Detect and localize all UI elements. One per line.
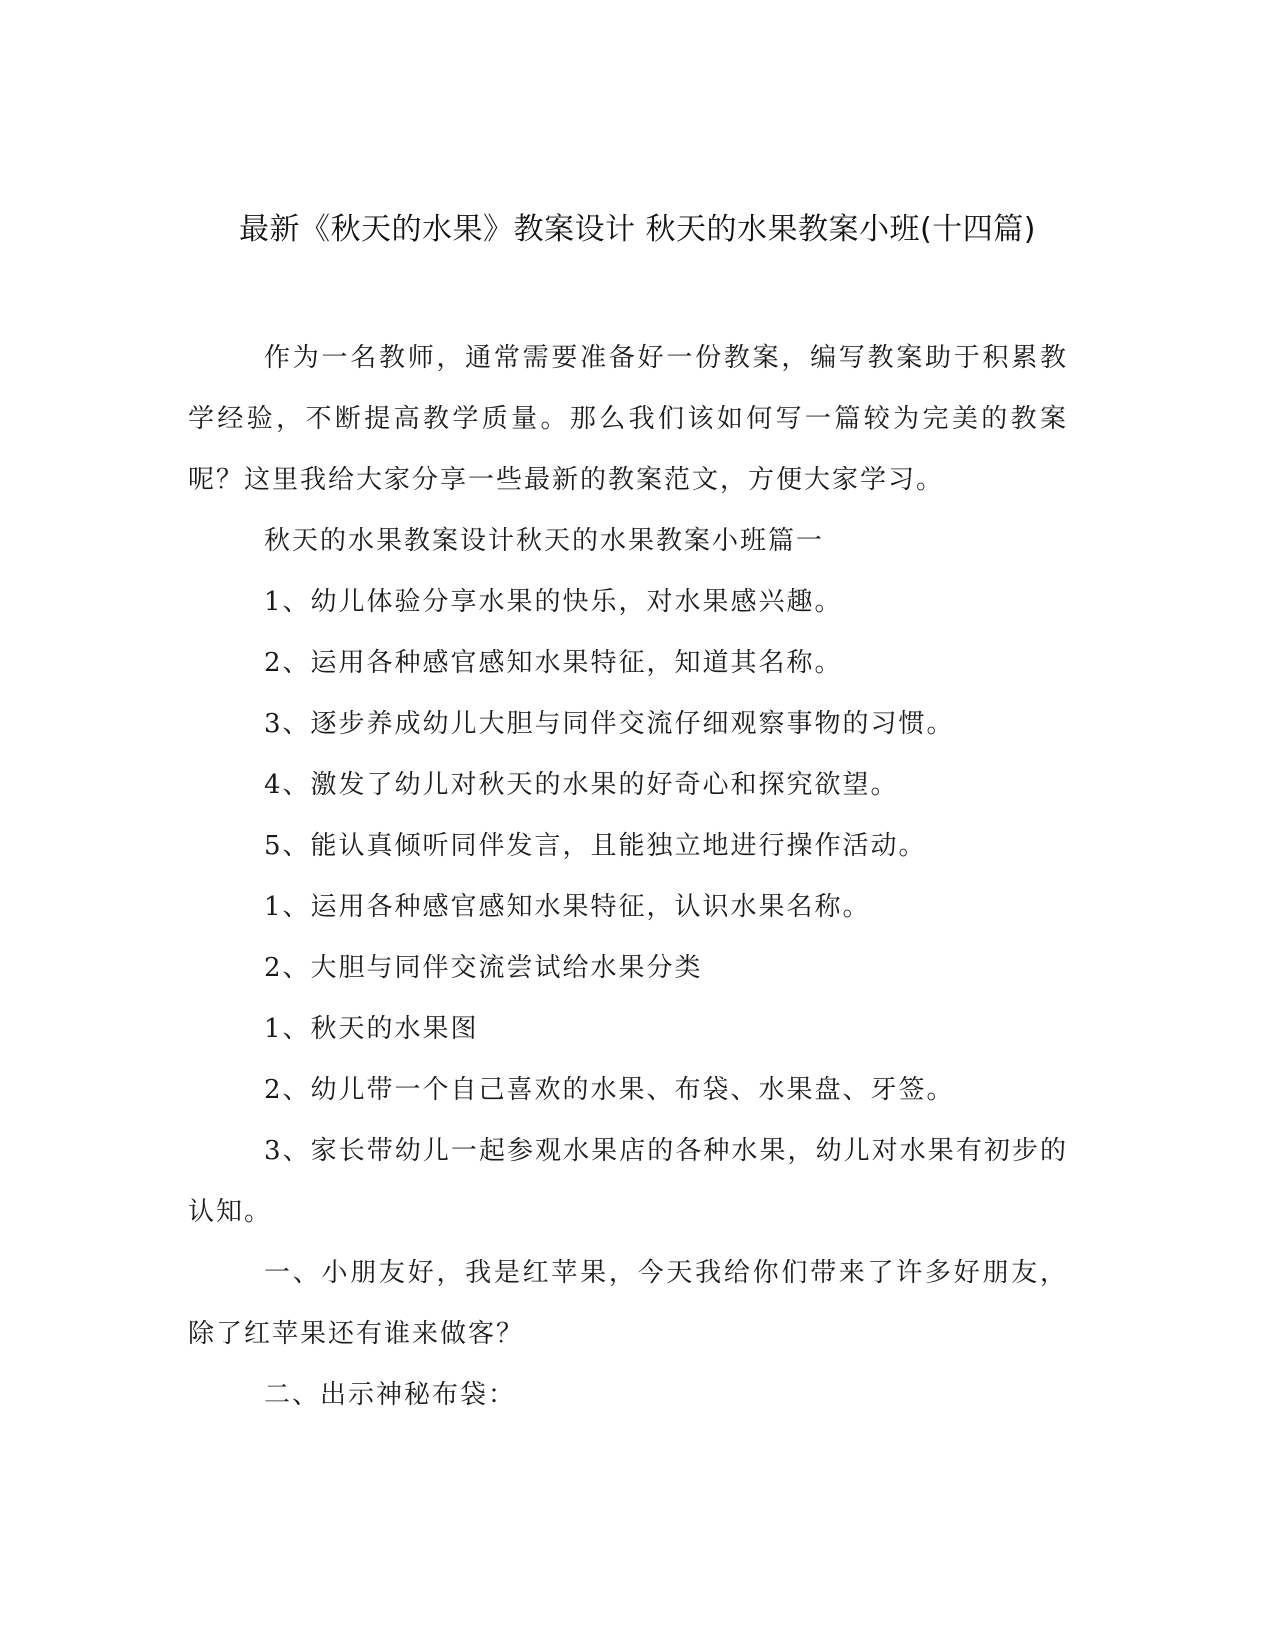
intro-paragraph: 作为一名教师，通常需要准备好一份教案，编写教案助于积累教学经验，不断提高教学质量。那么我们该如何写一篇较为完美的教案呢？这里我给大家分享一些最新的教案范文，方便大家学习。 — [188, 343, 1068, 495]
goal-item-1: 1、幼儿体验分享水果的快乐，对水果感兴趣。 — [264, 587, 843, 617]
process-step-2: 二、出示神秘布袋： — [264, 1380, 517, 1410]
goal-item-2: 2、运用各种感官感知水果特征，知道其名称。 — [264, 648, 843, 678]
process-step-1: 一、小朋友好，我是红苹果，今天我给你们带来了许多好朋友，除了红苹果还有谁来做客？ — [188, 1258, 1068, 1349]
key-point-1: 1、运用各种感官感知水果特征，认识水果名称。 — [264, 892, 871, 922]
key-point-2: 2、大胆与同伴交流尝试给水果分类 — [264, 953, 703, 983]
goal-item-3: 3、逐步养成幼儿大胆与同伴交流仔细观察事物的习惯。 — [264, 709, 955, 739]
section-heading: 秋天的水果教案设计秋天的水果教案小班篇一 — [264, 526, 825, 556]
prep-item-3: 3、家长带幼儿一起参观水果店的各种水果，幼儿对水果有初步的认知。 — [188, 1136, 1068, 1227]
prep-item-1: 1、秋天的水果图 — [264, 1014, 479, 1044]
document-body — [188, 328, 1068, 1426]
document-title: 最新《秋天的水果》教案设计 秋天的水果教案小班(十四篇) — [239, 212, 1036, 247]
goal-item-5: 5、能认真倾听同伴发言，且能独立地进行操作活动。 — [264, 831, 927, 861]
goal-item-4: 4、激发了幼儿对秋天的水果的好奇心和探究欲望。 — [264, 770, 899, 800]
prep-item-2: 2、幼儿带一个自己喜欢的水果、布袋、水果盘、牙签。 — [264, 1075, 955, 1105]
